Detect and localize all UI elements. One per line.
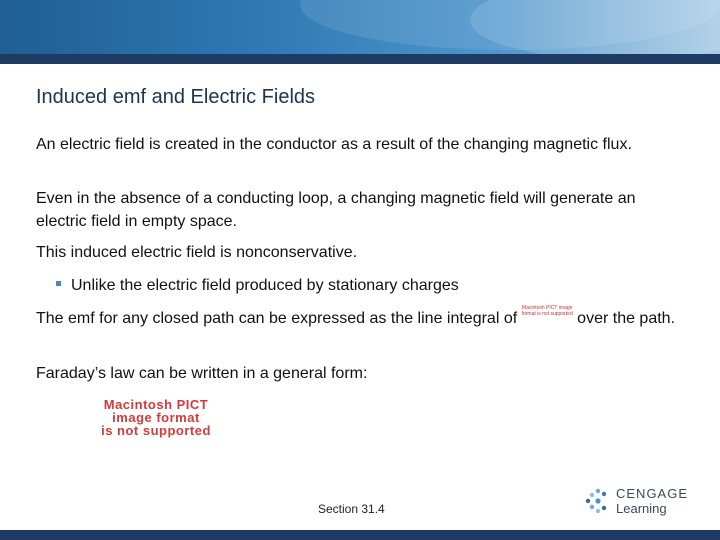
- paragraph-electric-field: An electric field is created in the conductor as a result of the changing magnetic flux.: [36, 136, 632, 153]
- paragraph-nonconservative: This induced electric field is nonconservative.: [36, 244, 358, 261]
- placeholder-line: is not supported: [101, 423, 211, 438]
- paragraph-emf: [36, 304, 696, 330]
- emf-text-before: The emf for any closed path can be expressed as the line integral of: [36, 310, 518, 327]
- placeholder-line: image format: [112, 410, 200, 425]
- bullet-text: Unlike the electric field produced by stationary charges: [71, 277, 459, 294]
- placeholder-line: Macintosh PICT: [103, 397, 209, 412]
- header-wave: [470, 0, 720, 54]
- paragraph-empty-space: Even in the absence of a conducting loop, a changing magnetic field will generate an electric field in empty space.: [36, 190, 636, 230]
- footer-bar: [0, 530, 720, 540]
- logo-sub: Learning: [616, 501, 667, 516]
- header-bar: [0, 54, 720, 64]
- section-label: Section 31.4: [318, 502, 385, 516]
- cengage-mark-icon: [584, 488, 610, 514]
- inline-equation-placeholder: Macintosh PICT image format is not supported: [521, 304, 573, 317]
- bullet-marker-icon: [56, 281, 61, 286]
- emf-text-after: over the path.: [577, 310, 676, 327]
- slide-title: Induced emf and Electric Fields: [36, 86, 316, 108]
- bullet-item: [56, 274, 459, 297]
- equation-placeholder: [88, 398, 224, 437]
- cengage-logo: [584, 486, 694, 518]
- header-band: [0, 0, 720, 54]
- paragraph-faraday: Faraday’s law can be written in a general form:: [36, 365, 368, 382]
- logo-name: CENGAGE: [616, 486, 689, 501]
